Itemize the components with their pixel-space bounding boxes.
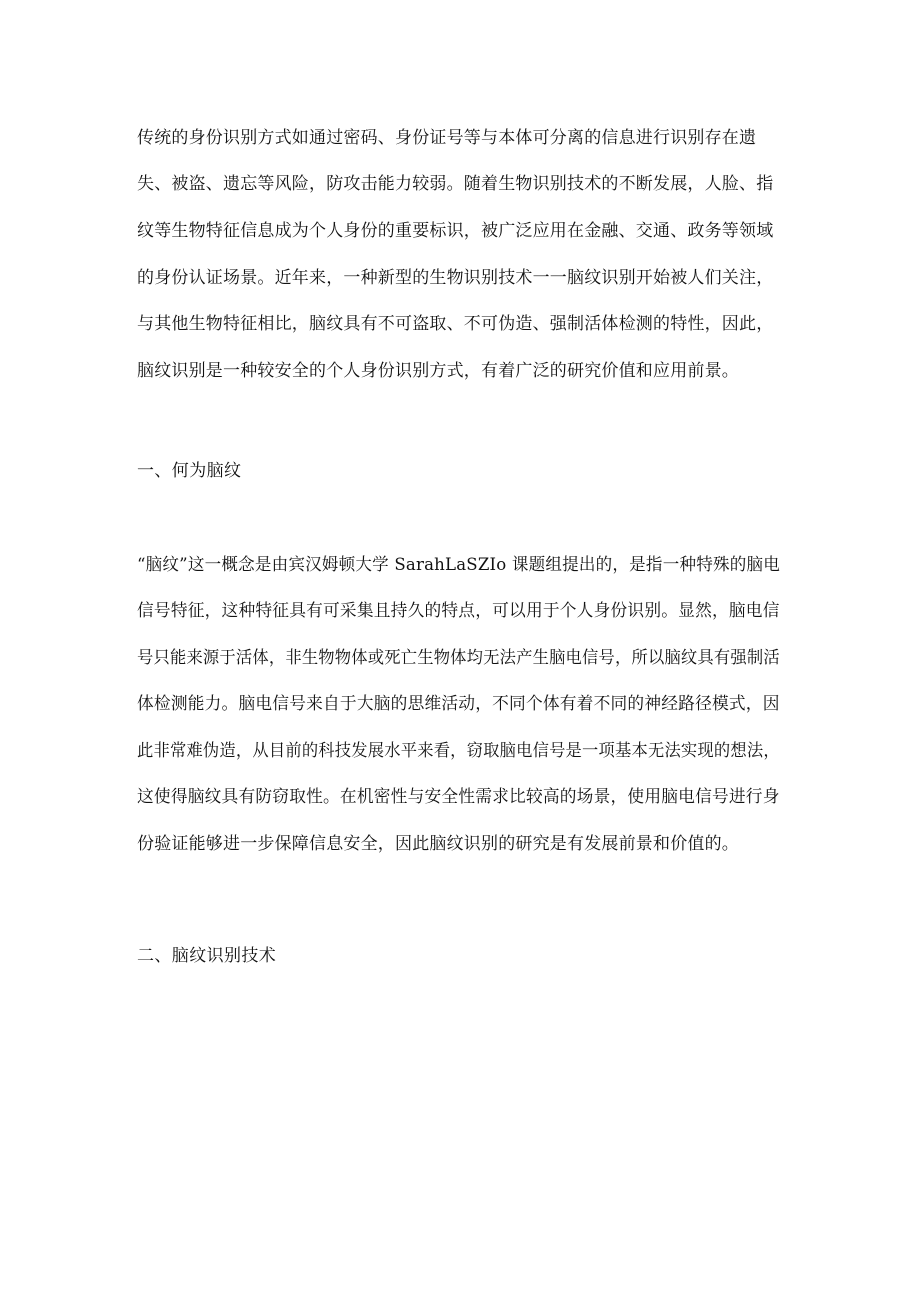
section1-line: 号只能来源于活体，非生物物体或死亡生物体均无法产生脑电信号，所以脑纹具有强制活 [137, 648, 780, 668]
intro-line: 失、被盗、遗忘等风险，防攻击能力较弱。随着生物识别技术的不断发展，人脸、指 [137, 174, 774, 194]
section1-line: 这使得脑纹具有防窃取性。在机密性与安全性需求比较高的场景，使用脑电信号进行身 [137, 787, 780, 807]
section-heading-1: 一、何为脑纹 [137, 461, 242, 481]
section1-line: 此非常难伪造，从目前的科技发展水平来看，窃取脑电信号是一项基本无法实现的想法， [137, 741, 780, 761]
intro-line: 与其他生物特征相比，脑纹具有不可盗取、不可伪造、强制活体检测的特性，因此， [137, 314, 774, 334]
intro-line: 的身份认证场景。近年来，一种新型的生物识别技术一一脑纹识别开始被人们关注， [137, 268, 774, 288]
section1-line: 体检测能力。脑电信号来自于大脑的思维活动，不同个体有着不同的神经路径模式，因 [137, 694, 780, 714]
intro-line: 纹等生物特征信息成为个人身份的重要标识，被广泛应用在金融、交通、政务等领域 [137, 221, 774, 241]
section1-line: “脑纹”这一概念是由宾汉姆顿大学 SarahLaSZIo 课题组提出的，是指一种特殊的脑电 [137, 555, 780, 575]
section1-line: 份验证能够进一步保障信息安全，因此脑纹识别的研究是有发展前景和价值的。 [137, 834, 739, 854]
intro-line: 脑纹识别是一种较安全的个人身份识别方式，有着广泛的研究价值和应用前景。 [137, 361, 739, 381]
section-heading-2: 二、脑纹识别技术 [137, 946, 277, 966]
section1-line: 信号特征，这种特征具有可采集且持久的特点，可以用于个人身份识别。显然，脑电信 [137, 601, 780, 621]
intro-line: 传统的身份识别方式如通过密码、身份证号等与本体可分离的信息进行识别存在遗 [137, 128, 757, 148]
